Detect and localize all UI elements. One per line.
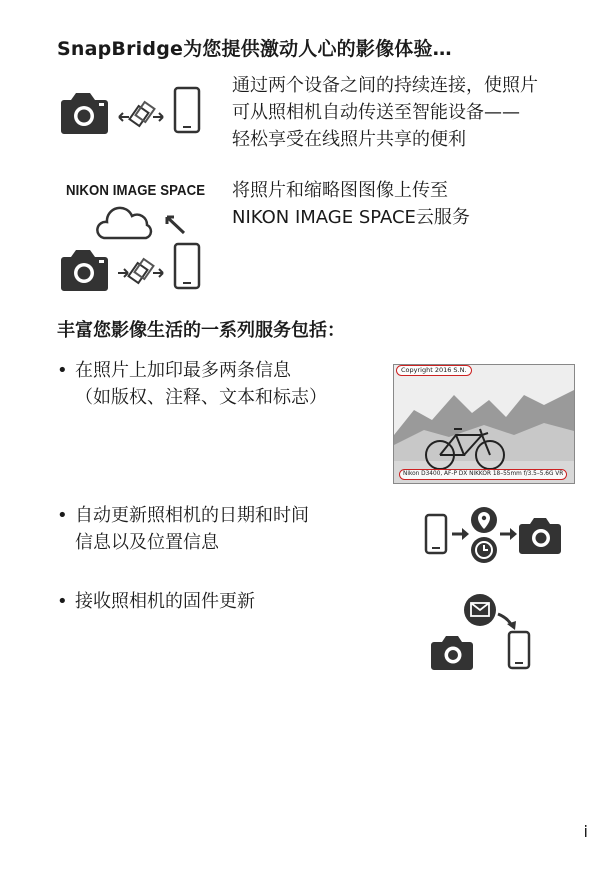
services-heading: 丰富您影像生活的一系列服务包括： — [57, 320, 345, 341]
lens-info-imprint: Nikon D3400, AF-P DX NIKKOR 18–55mm f/3.5–5.6G VR — [399, 469, 567, 480]
camera-icon — [61, 250, 108, 291]
transfer-arrows-icon — [118, 259, 163, 283]
smartphone-icon — [175, 88, 199, 132]
camera-icon — [61, 93, 108, 134]
service-item-imprint: • 在照片上加印最多两条信息 （如版权、注释、文本和标志） — [57, 357, 327, 411]
smartphone-icon — [426, 515, 446, 553]
cloud-icon — [97, 208, 151, 238]
upload-arrow-icon — [167, 217, 184, 233]
smartphone-icon — [509, 632, 529, 668]
time-location-sync-graphic — [424, 506, 564, 570]
feature-text-auto-transfer: 通过两个设备之间的持续连接，使照片 可从照相机自动传送至智能设备—— 轻松享受在线照片共享的便利 — [232, 75, 538, 150]
sync-arrows-icon — [119, 102, 163, 126]
copyright-imprint: Copyright 2016 S.N. — [396, 365, 472, 376]
envelope-icon — [464, 594, 496, 626]
nikon-image-space-label: NIKON IMAGE SPACE — [66, 182, 206, 199]
sample-photo — [393, 364, 575, 484]
location-pin-icon — [471, 507, 497, 533]
clock-icon — [471, 537, 497, 563]
service-item-datetime-location: • 自动更新照相机的日期和时间 信息以及位置信息 — [57, 502, 309, 556]
firmware-update-graphic — [430, 592, 534, 672]
bullet-icon: • — [57, 591, 68, 612]
camera-to-phone-graphic — [59, 86, 204, 136]
bullet-icon: • — [57, 505, 68, 526]
page-title: SnapBridge为您提供激动人心的影像体验… — [57, 38, 452, 60]
feature-text-cloud-upload: 将照片和缩略图图像上传至 NIKON IMAGE SPACE云服务 — [232, 180, 470, 228]
cloud-upload-graphic — [59, 203, 204, 295]
smartphone-icon — [175, 244, 199, 288]
bullet-icon: • — [57, 360, 68, 381]
camera-icon — [431, 636, 473, 670]
camera-icon — [519, 518, 561, 554]
service-item-firmware: • 接收照相机的固件更新 — [57, 588, 255, 615]
page-number: i — [583, 822, 588, 841]
